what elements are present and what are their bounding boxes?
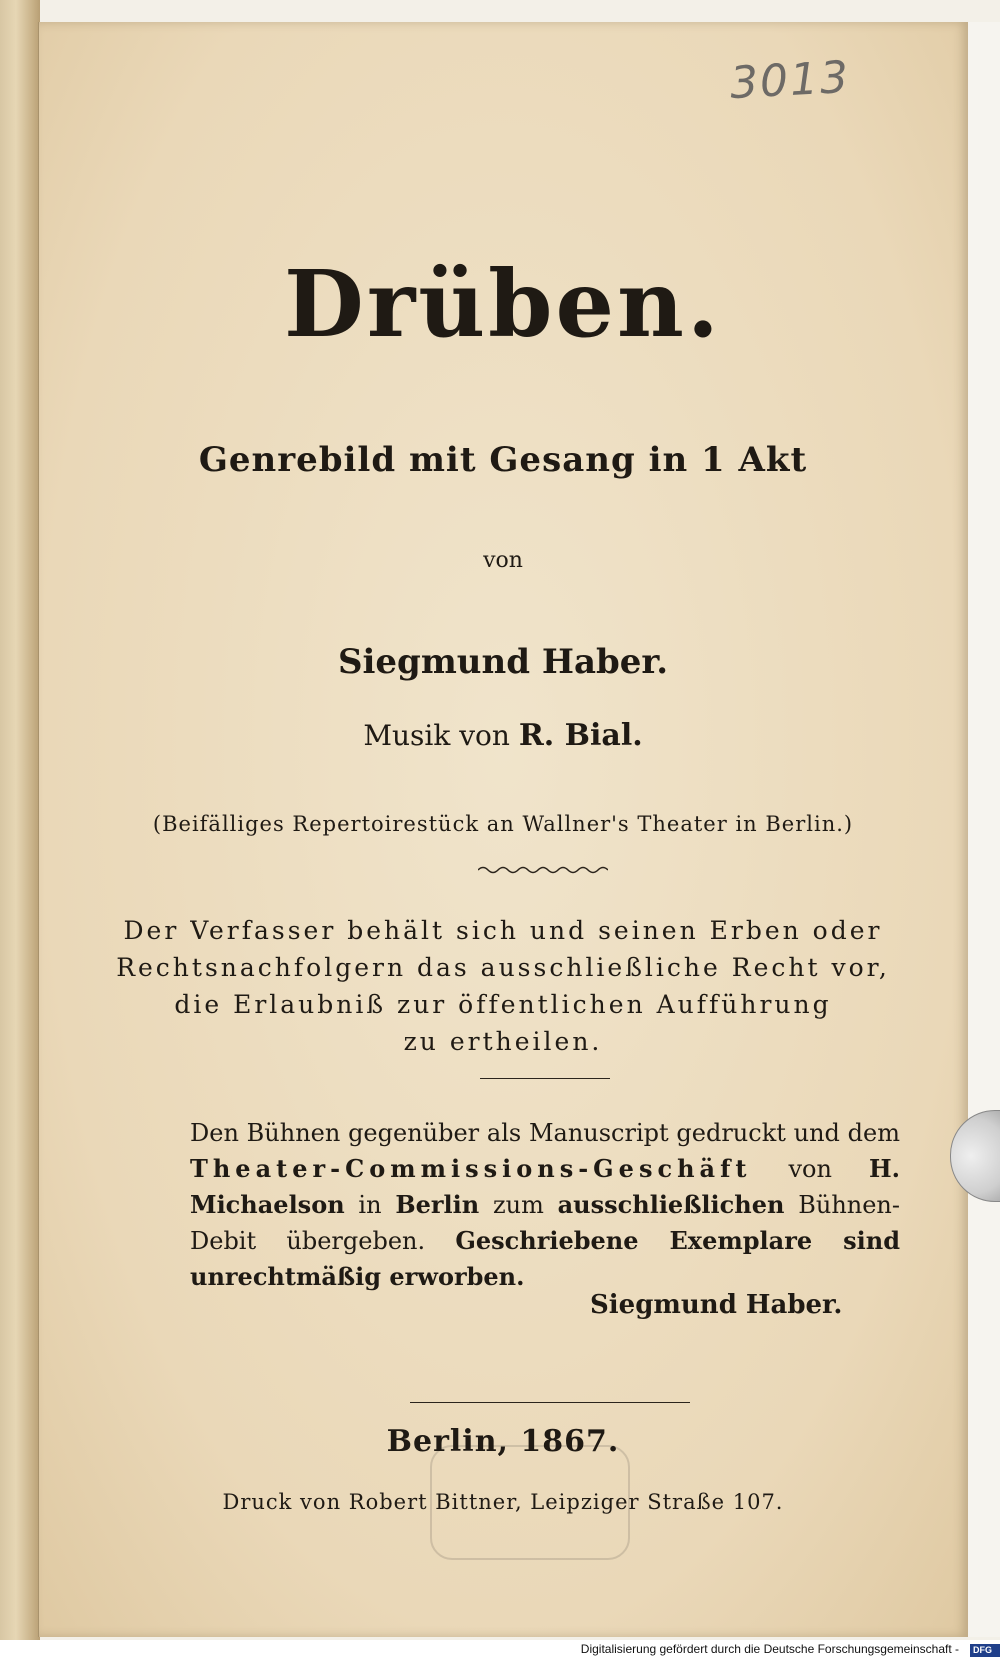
footer-text: Digitalisierung gefördert durch die Deutsche Forschungsgemeinschaft -: [580, 1642, 959, 1656]
dfg-logo: DFG: [970, 1644, 1000, 1657]
book-subtitle: Genrebild mit Gesang in 1 Akt: [198, 440, 808, 480]
rights-line: Der Verfasser behält sich und seinen Erben oder: [123, 916, 883, 945]
agent-city: Berlin: [395, 1190, 480, 1219]
stage-text: zum: [492, 1191, 544, 1219]
rights-notice: [38, 912, 968, 1060]
composer-name: R. Bial.: [518, 718, 643, 753]
stage-text: von: [788, 1155, 832, 1183]
performance-note: (Beifälliges Repertoirestück an Wallner's Theater in Berlin.): [152, 812, 854, 836]
place-and-date: Berlin, 1867.: [386, 1424, 620, 1459]
book-binding: [0, 0, 40, 1659]
scan-margin: [968, 22, 1000, 1637]
digitization-footer: [0, 1640, 1000, 1659]
agency-name: Theater-Commissions-Geschäft: [190, 1154, 752, 1183]
stage-text: in: [358, 1191, 382, 1219]
rights-line: Rechtsnachfolgern das ausschließliche Recht vor,: [116, 953, 890, 982]
divider-rule-long: [410, 1402, 690, 1403]
book-title: Drüben.: [284, 250, 722, 358]
copy-warning: Geschriebene Exemplare sind unrechtmäßig erworben.: [190, 1226, 900, 1291]
music-prefix: Musik von: [363, 719, 510, 752]
rights-line: die Erlaubniß zur öffentlichen Aufführung: [174, 990, 832, 1019]
music-credit: [38, 718, 968, 753]
by-label: von: [483, 548, 523, 573]
stage-rights-notice: [190, 1115, 900, 1295]
exclusive-word: ausschließlichen: [557, 1190, 785, 1219]
shelfmark-handwritten: 3013: [728, 51, 852, 110]
stage-signature: Siegmund Haber.: [590, 1290, 843, 1320]
stage-text: Bühnen-Debit übergeben.: [190, 1191, 900, 1255]
printer-imprint: Druck von Robert Bittner, Leipziger Straße 107.: [222, 1490, 784, 1514]
ornament-squiggle: [478, 864, 608, 876]
stage-text: Den Bühnen gegenüber als Manuscript gedruckt und dem: [190, 1119, 900, 1147]
author-name: Siegmund Haber.: [337, 642, 669, 682]
agent-name: H. Michaelson: [190, 1154, 900, 1219]
rights-line: zu ertheilen.: [403, 1027, 603, 1056]
divider-rule: [480, 1078, 610, 1079]
